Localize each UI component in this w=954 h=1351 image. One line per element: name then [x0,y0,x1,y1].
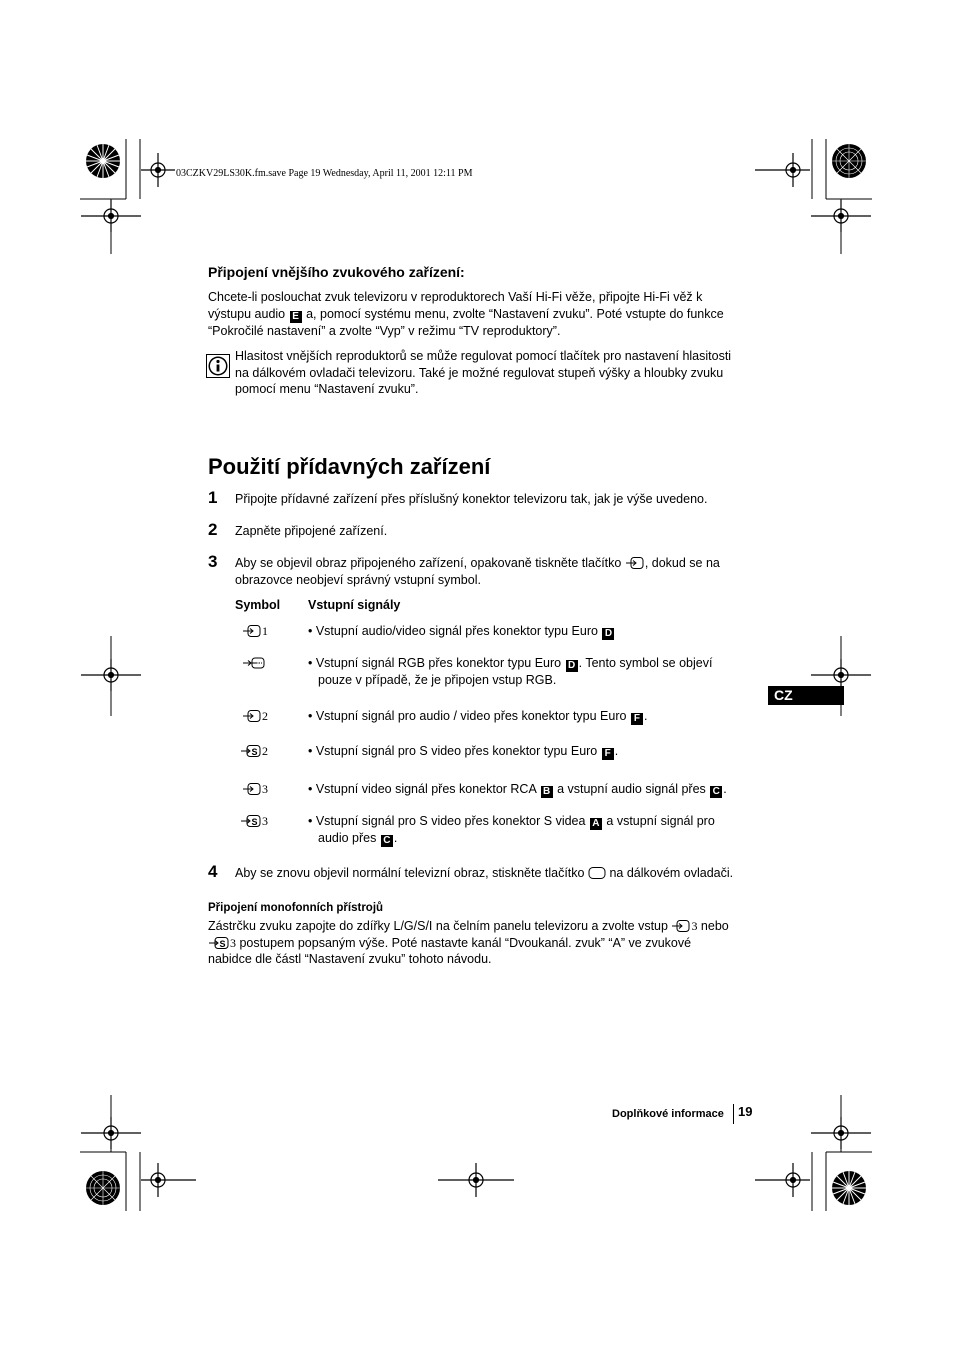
step-text: Aby se znovu objevil normální televizní obraz, stiskněte tlačítko na dálkovém ovladači. [235,866,734,880]
info-note-icon [206,354,230,378]
page-title: Použití přídavných zařízení [208,454,491,479]
svg-text:S: S [251,747,258,757]
input-av-icon [242,624,262,638]
input-av-icon [242,709,262,723]
step-number: 2 [208,520,218,539]
input-select-icon [625,556,645,570]
page-number: 19 [738,1104,753,1119]
intro-paragraph: Chcete-li poslouchat zvuk televizoru v reproduktorech Vaší Hi-Fi věže, připojte Hi-Fi věž k výstupu audio E a, pomocí systému menu, zvolte “Nastavení zvuku”. Poté vstupte do funkce “Pokročilé nastavení” a zvolte “Vyp” v režimu “TV reproduktory”. [208,290,724,338]
connector-label: E [290,311,302,323]
language-tab: CZ [768,686,844,705]
input-rgb-icon [242,656,266,670]
step-text: Zapněte připojené zařízení. [235,524,388,538]
input-svideo-icon [208,936,230,950]
tv-button-icon [588,866,606,880]
input-svideo-icon [240,814,262,828]
signal-description: • Vstupní signál pro S video přes konektor S videa A a vstupní signál pro audio přes C . [308,814,715,846]
input-symbol: S 3 [240,814,268,829]
input-symbol: 3 [242,782,268,797]
section-heading: Připojení vnějšího zvukového zařízení: [208,264,465,280]
footer-divider [733,1104,734,1124]
signal-description: • Vstupní signál pro S video přes konektor typu Euro F . [308,744,619,759]
step-number: 1 [208,488,218,507]
input-symbol [242,656,266,671]
mono-paragraph: Zástrčku zvuku zapojte do zdířky L/G/S/I na čelním panelu televizoru a zvolte vstup 3 nebo S 3 postupem popsaným výše. Poté nastavte kanál “Dvoukanál. zvuk” “A” ve zvukové nabidce dle částl “Nastavení zvuku” tohoto návodu. [208,919,729,966]
input-svideo-icon [240,744,262,758]
input-symbol: 2 [242,709,268,724]
svg-text:S: S [251,817,258,827]
column-header-signals: Vstupní signály [308,598,401,612]
step-text: Aby se objevil obraz připojeného zařízení, opakovaně tiskněte tlačítko , dokud se na obrazovce neobjeví správný vstupní symbol. [235,556,720,587]
step-text: Připojte přídavné zařízení přes příslušný konektor televizoru tak, jak je výše uvedeno. [235,492,708,506]
note-text: Hlasitost vnějších reproduktorů se může regulovat pomocí tlačítek pro nastavení hlasitosti na dálkovém ovladači televizoru. Také je možné regulovat stupeň výšky a hloubky zvuku pomocí menu “Nastavení zvuku”. [235,349,732,396]
signal-description: • Vstupní signál RGB přes konektor typu Euro D . Tento symbol se objeví pouze v případě, že je připojen vstup RGB. [308,656,713,687]
input-symbol: 1 [242,624,268,639]
column-header-symbol: Symbol [235,598,281,612]
signal-description: • Vstupní signál pro audio / video přes konektor typu Euro F . [308,709,648,724]
file-header: 03CZKV29LS30K.fm.save Page 19 Wednesday, April 11, 2001 12:11 PM [176,168,473,179]
footer-section: Doplňkové informace [612,1108,724,1120]
svg-text:S: S [219,938,226,949]
signal-description: • Vstupní video signál přes konektor RCA B a vstupní audio signál přes C . [308,782,727,797]
signal-description: • Vstupní audio/video signál přes konektor typu Euro D [308,623,615,640]
step-number: 3 [208,552,218,571]
mono-heading: Připojení monofonních přístrojů [208,902,384,914]
input-symbol: S 2 [240,744,268,759]
step-number: 4 [208,862,218,881]
input-av-icon [242,782,262,796]
input-av-icon [671,919,691,933]
